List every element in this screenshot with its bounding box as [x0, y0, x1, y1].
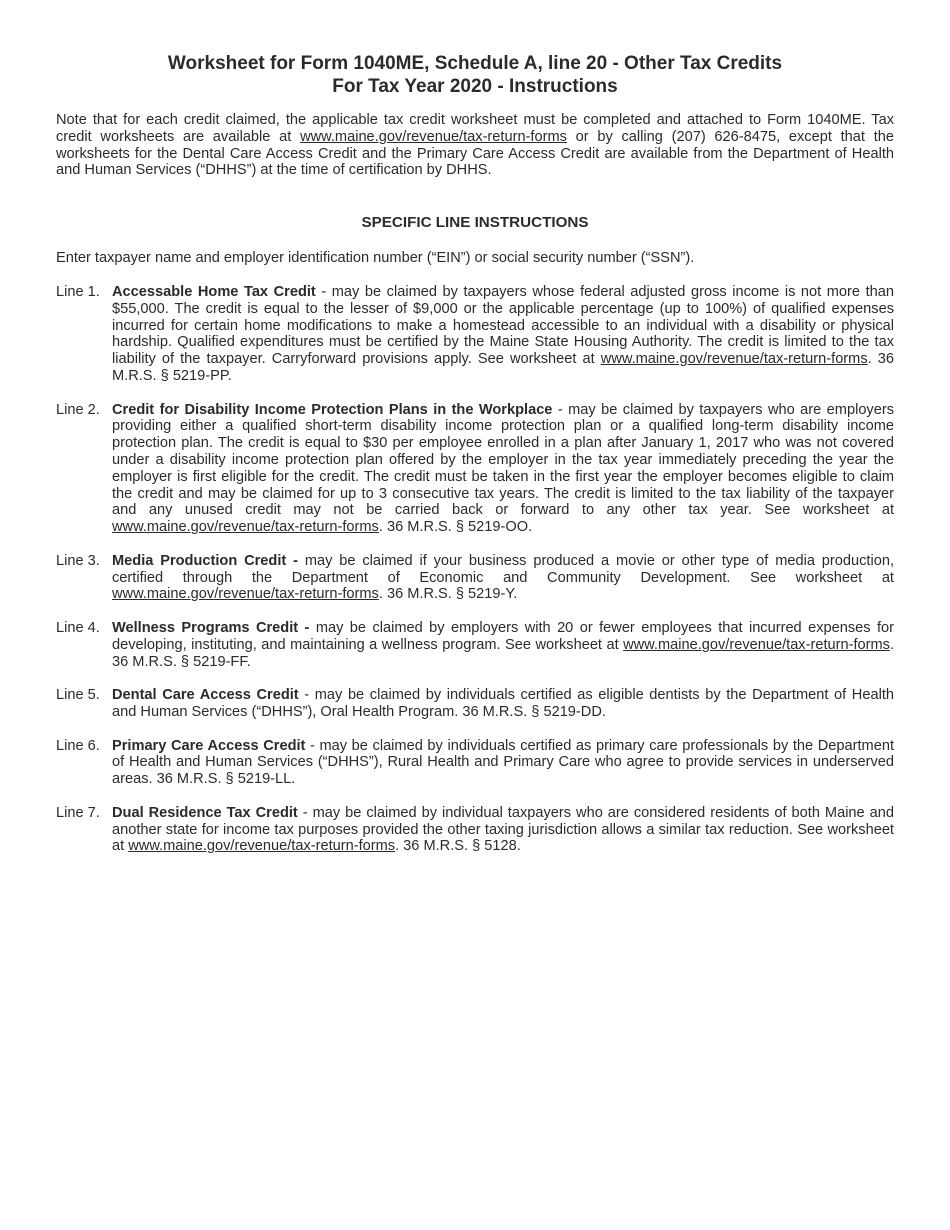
line-instructions-list: [56, 284, 894, 872]
line-description: [112, 553, 894, 603]
line-item-2: [56, 402, 894, 536]
credit-name: Accessable Home Tax Credit: [112, 284, 316, 300]
credit-name: Primary Care Access Credit: [112, 737, 306, 754]
title-line-2: For Tax Year 2020 - Instructions: [332, 76, 618, 97]
credit-citation: . 36 M.R.S. § 5219-OO.: [378, 519, 533, 536]
credit-name: Credit for Disability Income Protection Plans in the Workplace: [112, 401, 553, 418]
credit-citation: . 36 M.R.S. § 5219-Y.: [378, 586, 518, 603]
line-label: Line 7.: [56, 804, 100, 821]
worksheet-link[interactable]: www.maine.gov/revenue/tax-return-forms: [128, 838, 396, 855]
line-description: [112, 620, 894, 670]
worksheet-link[interactable]: www.maine.gov/revenue/tax-return-forms: [623, 636, 890, 653]
credit-citation: . 36 M.R.S. § 5219-PP.: [112, 351, 894, 384]
credit-name: Wellness Programs Credit -: [112, 619, 310, 636]
note-forms-link[interactable]: www.maine.gov/revenue/tax-return-forms: [300, 128, 567, 145]
line-description: [112, 284, 894, 385]
section-intro: Enter taxpayer name and employer identification number (“EIN”) or social security number (“SSN”).: [56, 250, 695, 266]
credit-text: - may be claimed by individuals certified as primary care professionals by the Department of Health and Human Services (“DHHS”), Rural Health and Primary Care who agree to provide services in underserved areas. 36 M.R.S. § 5219-LL.: [112, 737, 894, 788]
credit-citation: . 36 M.R.S. § 5128.: [395, 838, 521, 855]
line-label: Line 5.: [56, 687, 100, 704]
note-text-before: Note that for each credit claimed, the applicable tax credit worksheet must be completed and attached to Form 1040ME. Tax credit worksheets are available at: [56, 112, 894, 145]
credit-name: Dental Care Access Credit: [112, 687, 299, 704]
credit-text: may be claimed by employers with 20 or fewer employees that incurred expenses for developing, instituting, and maintaining a wellness program. See worksheet at: [112, 619, 895, 653]
worksheet-link[interactable]: www.maine.gov/revenue/tax-return-forms: [600, 351, 868, 368]
line-item-5: [56, 687, 894, 721]
line-item-4: [56, 620, 894, 670]
line-description: [112, 402, 894, 536]
credit-text: - may be claimed by individual taxpayers who are considered residents of both Maine and another state for income tax purposes provided the other taxing jurisdiction allows a similar tax reduction. See worksheet at: [112, 804, 894, 855]
credit-name: Media Production Credit -: [112, 552, 298, 569]
line-item-6: [56, 738, 894, 788]
credit-text: - may be claimed by taxpayers who are employers providing either a qualified short-term disability income protection plan or a qualified long-term disability income protection plan. The credit is equal to $30 per employee enrolled in a plan after January 1, 2017 who was not covered under a disability income protection plan offered by the employer in the tax year immediately preceding the year the employer is first eligible for the credit. The credit must be taken in the first year the employer becomes eligible to claim the credit and may be claimed for up to 3 consecutive tax years. The credit is limited to the tax liability of the taxpayer and any unused credit may not be carried back or forward to any other tax year. See worksheet at: [112, 401, 895, 519]
line-label: Line 3.: [56, 552, 100, 569]
line-label: Line 4.: [56, 619, 100, 636]
line-label: Line 1.: [56, 284, 100, 300]
credit-citation: . 36 M.R.S. § 5219-FF.: [112, 636, 894, 670]
worksheet-link[interactable]: www.maine.gov/revenue/tax-return-forms: [112, 519, 379, 536]
line-description: [112, 687, 894, 721]
line-item-7: [56, 805, 894, 855]
credit-text: - may be claimed by taxpayers whose federal adjusted gross income is not more than $55,000. The credit is equal to the lesser of $9,000 or the applicable percentage (up to 100%) of qualified expenses incurred for certain home modifications to make a homestead accessible to an individual with a disability or physical hardship. Qualified expenditures must be certified by the Maine State Housing Authority. The credit is limited to the tax liability of the taxpayer. Carryforward provisions apply. See worksheet at: [112, 284, 894, 368]
line-item-1: [56, 284, 894, 385]
line-item-3: [56, 553, 894, 603]
title-line-1: Worksheet for Form 1040ME, Schedule A, line 20 - Other Tax Credits: [167, 53, 783, 74]
line-label: Line 2.: [56, 401, 100, 418]
intro-note: [56, 112, 894, 179]
line-description: [112, 805, 894, 855]
credit-name: Dual Residence Tax Credit: [112, 804, 298, 821]
line-description: [112, 738, 894, 788]
credit-text: - may be claimed by individuals certified as eligible dentists by the Department of Health and Human Services (“DHHS”), Oral Health Program. 36 M.R.S. § 5219-DD.: [112, 687, 894, 720]
worksheet-link[interactable]: www.maine.gov/revenue/tax-return-forms: [112, 586, 379, 603]
credit-text: may be claimed if your business produced a movie or other type of media production, certified through the Department of Economic and Community Development. See worksheet at: [112, 552, 895, 586]
section-heading: SPECIFIC LINE INSTRUCTIONS: [361, 214, 589, 231]
line-label: Line 6.: [56, 737, 100, 754]
note-text-after: or by calling (207) 626-8475, except that the worksheets for the Dental Care Access Credit and the Primary Care Access Credit are available from the Department of Health and Human Services (“DHHS”) at the time of certification by DHHS.: [56, 128, 895, 179]
page-title: [0, 52, 950, 98]
